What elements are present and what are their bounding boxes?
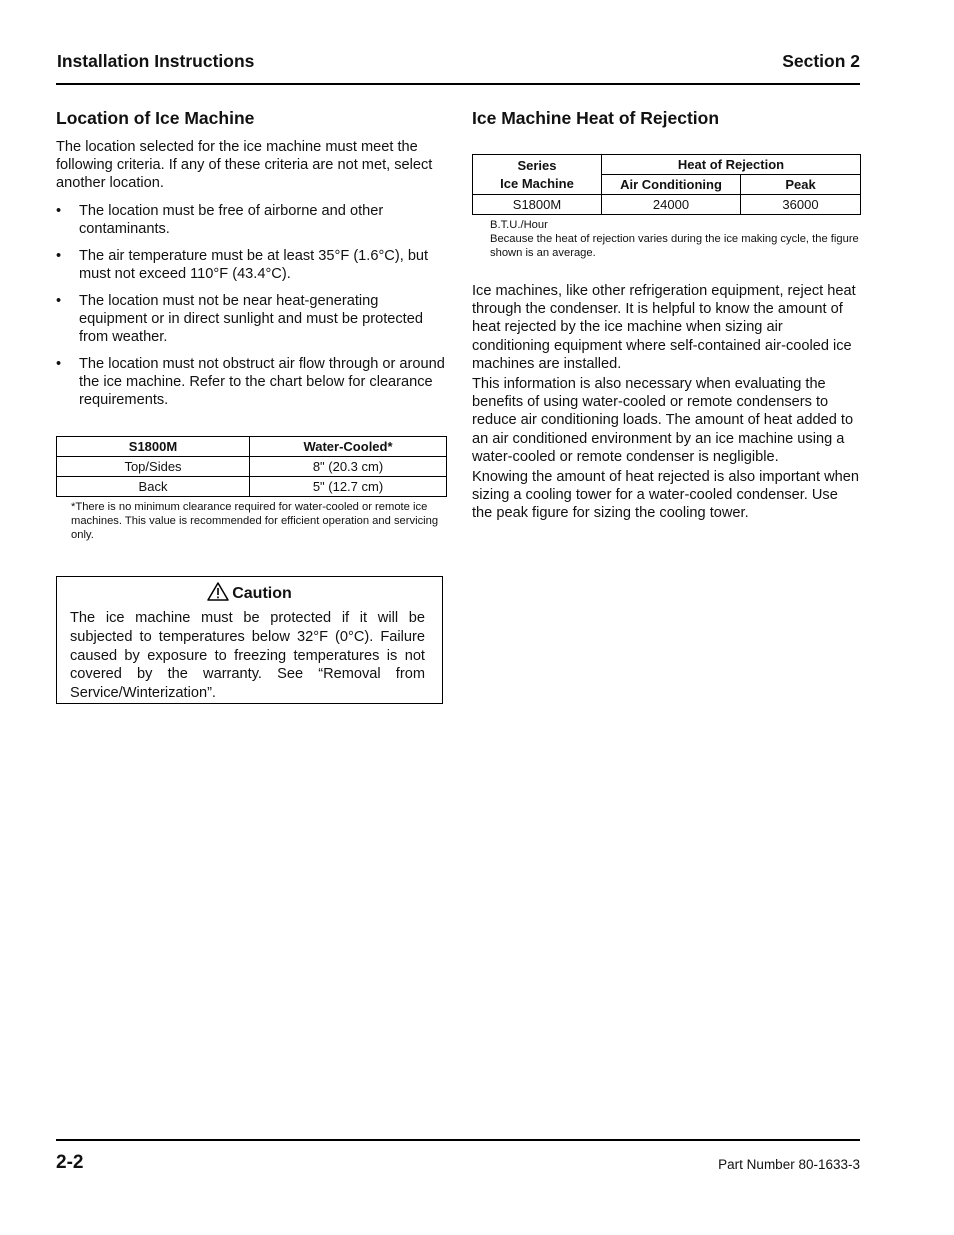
location-heading: Location of Ice Machine (56, 108, 255, 128)
table-row (473, 195, 861, 215)
bullet: • (56, 292, 62, 309)
table-cell: Back (57, 477, 250, 497)
clearance-footnote: *There is no minimum clearance required for water-cooled or remote ice machines. This value is recommended for efficient operation and servicing only. (71, 501, 439, 542)
location-intro: The location selected for the ice machine must meet the following criteria. If any of these criteria are not met, select another location. (56, 139, 433, 192)
heat-header-air-conditioning: Air Conditioning (602, 175, 741, 195)
heat-unit-note: B.T.U./Hour (490, 219, 548, 231)
caution-body: The ice machine must be protected if it will be subjected to temperatures below 32°F (0°C). Failure caused by exposure to freezing temperatures is not covered by the warranty. See “Removal from Service/Winterization”. (70, 610, 425, 702)
heat-avg-note: Because the heat of rejection varies during the ice making cycle, the figure shown is an average. (490, 233, 859, 260)
table-cell: 5" (12.7 cm) (250, 477, 447, 497)
heat-header-peak: Peak (741, 175, 861, 195)
heat-heading: Ice Machine Heat of Rejection (472, 108, 720, 128)
table-cell: 24000 (602, 195, 741, 215)
clearance-header-water-cooled: Water-Cooled* (250, 437, 447, 457)
page-number: 2-2 (56, 1152, 84, 1173)
bullet: • (56, 247, 62, 264)
heat-paragraph: Knowing the amount of heat rejected is also important when sizing a cooling tower for a water-cooled condenser. Use the peak figure for sizing the cooling tower. (472, 469, 859, 522)
table-cell: S1800M (473, 195, 602, 215)
header-rule (56, 83, 860, 85)
footer-rule (56, 1139, 860, 1141)
criteria-item: • The location must not obstruct air flow through or around the ice machine. Refer to the chart below for clearance requirements. (56, 355, 445, 409)
criteria-item: • The air temperature must be at least 35°F (1.6°C), but must not exceed 110°F (43.4°C). (56, 247, 429, 283)
bullet: • (56, 203, 62, 219)
part-number: Part Number 80-1633-3 (718, 1157, 860, 1172)
heat-series-header: Series Ice Machine (473, 155, 602, 195)
table-cell: 36000 (741, 195, 861, 215)
criteria-item: • The location must be free of airborne and other contaminants. (56, 203, 384, 238)
clearance-header-model: S1800M (57, 437, 250, 457)
caution-title-row (57, 582, 442, 606)
header-section: Section 2 (782, 51, 860, 71)
header-title: Installation Instructions (57, 51, 255, 71)
heat-table (472, 154, 861, 215)
heat-paragraph: This information is also necessary when evaluating the benefits of using water-cooled or remote condensers to reduce air conditioning loads. The amount of heat added to an air conditioned environment by an ice machine using a water-cooled or remote condenser is negligible. (472, 376, 854, 465)
heat-group-header: Heat of Rejection (602, 155, 861, 175)
criteria-item: • The location must not be near heat-generating equipment or in direct sunlight and must be protected from weather. (56, 292, 423, 346)
bullet: • (56, 355, 62, 372)
caution-box (56, 576, 443, 704)
warning-triangle-icon (207, 582, 229, 606)
caution-title: Caution (232, 585, 292, 602)
table-cell: 8" (20.3 cm) (250, 457, 447, 477)
table-row (57, 477, 447, 497)
criteria-list (56, 202, 448, 418)
clearance-table (56, 436, 447, 497)
heat-paragraph: Ice machines, like other refrigeration equipment, reject heat through the condenser. It is helpful to know the amount of heat rejected by the ice machine when sizing air conditioning equipment where self-contained air-cooled ice machines are installed. (472, 283, 856, 372)
table-cell: Top/Sides (57, 457, 250, 477)
table-row (57, 457, 447, 477)
